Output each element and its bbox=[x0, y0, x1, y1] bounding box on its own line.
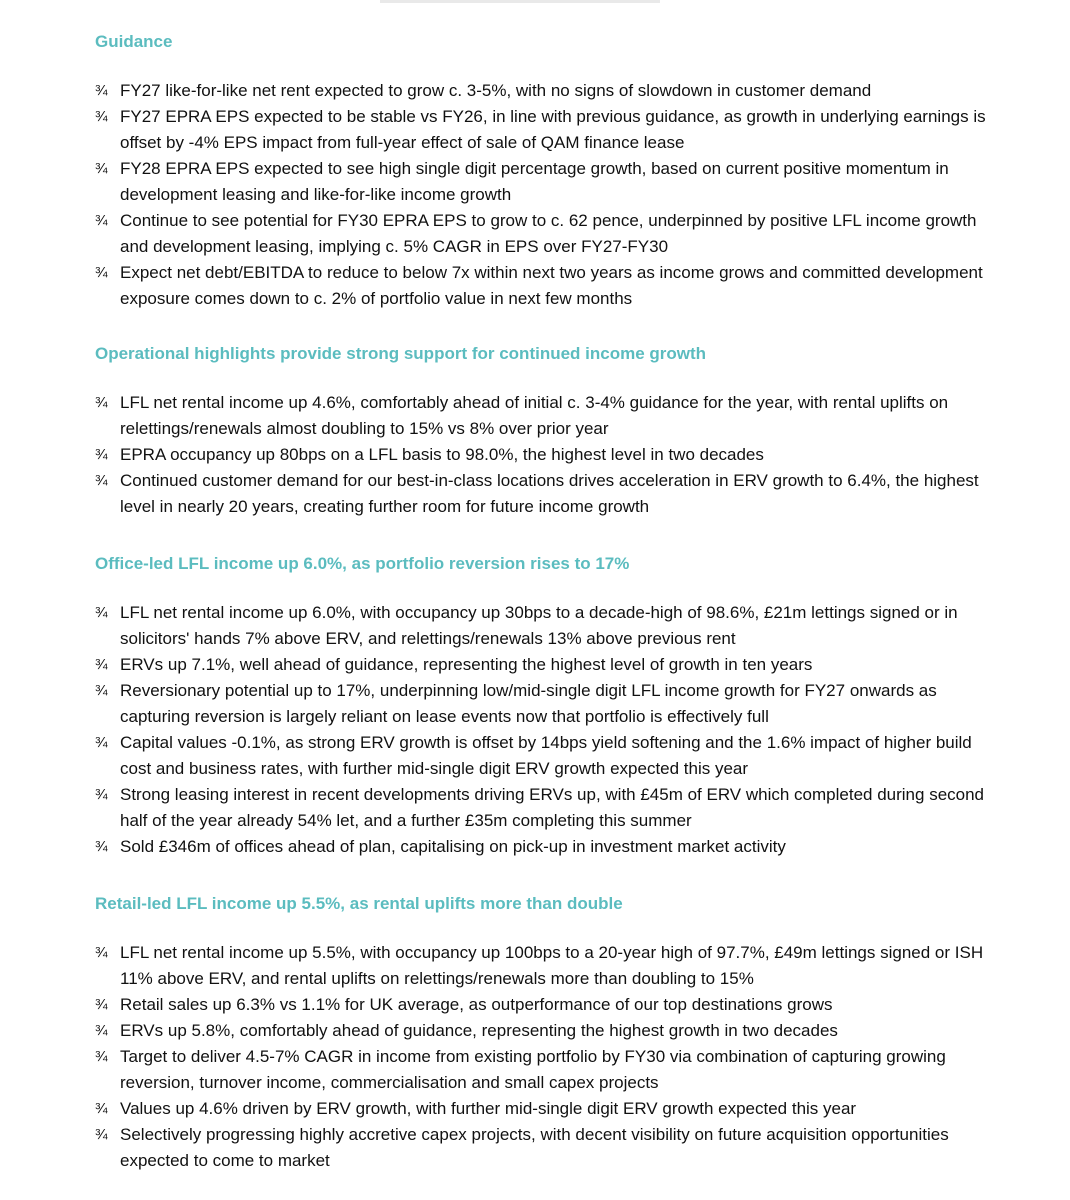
bullet-item bbox=[95, 940, 995, 992]
bullet-symbol: ¾ bbox=[95, 1126, 108, 1143]
bullet-text: Strong leasing interest in recent developments driving ERVs up, with £45m of ERV which completed during second half of the year already 54% let, and a further £35m completing this summer bbox=[120, 785, 985, 830]
bullet-text: Reversionary potential up to 17%, underpinning low/mid-single digit LFL income growth for FY27 onwards as capturing reversion is largely reliant on lease events now that portfolio is effectively full bbox=[120, 681, 937, 726]
bullet-item bbox=[95, 600, 995, 652]
bullet-text: ERVs up 5.8%, comfortably ahead of guidance, representing the highest growth in two decades bbox=[120, 1021, 838, 1040]
bullet-text: FY27 like-for-like net rent expected to grow c. 3-5%, with no signs of slowdown in customer demand bbox=[120, 81, 872, 100]
section-operational-highlights bbox=[95, 342, 995, 520]
bullet-symbol: ¾ bbox=[95, 82, 108, 99]
bullet-text: Expect net debt/EBITDA to reduce to below 7x within next two years as income grows and committed development exposure comes down to c. 2% of portfolio value in next few months bbox=[120, 263, 983, 308]
bullet-symbol: ¾ bbox=[95, 656, 108, 673]
bullet-symbol: ¾ bbox=[95, 108, 108, 125]
bullet-symbol: ¾ bbox=[95, 1048, 108, 1065]
bullet-text: Target to deliver 4.5-7% CAGR in income from existing portfolio by FY30 via combination of capturing growing reversion, turnover income, commercialisation and small capex projects bbox=[120, 1047, 946, 1092]
section-heading: Retail-led LFL income up 5.5%, as rental uplifts more than double bbox=[95, 894, 623, 913]
bullet-item bbox=[95, 834, 995, 860]
bullet-item bbox=[95, 156, 995, 208]
bullet-list bbox=[95, 600, 995, 860]
bullet-text: Selectively progressing highly accretive capex projects, with decent visibility on future acquisition opportunities expected to come to market bbox=[120, 1125, 949, 1170]
bullet-text: Values up 4.6% driven by ERV growth, with further mid-single digit ERV growth expected this year bbox=[120, 1099, 857, 1118]
bullet-item bbox=[95, 390, 995, 442]
bullet-symbol: ¾ bbox=[95, 734, 108, 751]
bullet-symbol: ¾ bbox=[95, 160, 108, 177]
bullet-item bbox=[95, 1122, 995, 1174]
bullet-list bbox=[95, 78, 995, 312]
bullet-text: LFL net rental income up 4.6%, comfortably ahead of initial c. 3-4% guidance for the year, with rental uplifts on relettings/renewals almost doubling to 15% vs 8% over prior year bbox=[120, 393, 949, 438]
bullet-symbol: ¾ bbox=[95, 472, 108, 489]
bullet-text: Capital values -0.1%, as strong ERV growth is offset by 14bps yield softening and the 1.6% impact of higher build cost and business rates, with further mid-single digit ERV growth expected this year bbox=[120, 733, 972, 778]
bullet-symbol: ¾ bbox=[95, 996, 108, 1013]
section-heading: Operational highlights provide strong support for continued income growth bbox=[95, 344, 707, 363]
bullet-item bbox=[95, 730, 995, 782]
bullet-item bbox=[95, 208, 995, 260]
section-heading: Office-led LFL income up 6.0%, as portfolio reversion rises to 17% bbox=[95, 554, 630, 573]
bullet-text: EPRA occupancy up 80bps on a LFL basis to 98.0%, the highest level in two decades bbox=[120, 445, 764, 464]
bullet-item bbox=[95, 442, 995, 468]
bullet-item bbox=[95, 1096, 995, 1122]
bullet-item bbox=[95, 992, 995, 1018]
bullet-list bbox=[95, 390, 995, 520]
bullet-text: Continued customer demand for our best-in-class locations drives acceleration in ERV growth to 6.4%, the highest level in nearly 20 years, creating further room for future income growth bbox=[120, 471, 979, 516]
bullet-item bbox=[95, 260, 995, 312]
bullet-symbol: ¾ bbox=[95, 394, 108, 411]
bullet-item bbox=[95, 678, 995, 730]
top-divider bbox=[380, 0, 660, 3]
bullet-item bbox=[95, 1018, 995, 1044]
bullet-text: LFL net rental income up 6.0%, with occupancy up 30bps to a decade-high of 98.6%, £21m lettings signed or in solicitors' hands 7% above ERV, and relettings/renewals 13% above previous rent bbox=[120, 603, 958, 648]
bullet-text: FY28 EPRA EPS expected to see high single digit percentage growth, based on current positive momentum in development leasing and like-for-like income growth bbox=[120, 159, 949, 204]
section-office bbox=[95, 552, 995, 860]
bullet-list bbox=[95, 940, 995, 1174]
section-heading: Guidance bbox=[95, 32, 173, 51]
bullet-item bbox=[95, 782, 995, 834]
bullet-symbol: ¾ bbox=[95, 212, 108, 229]
bullet-text: FY27 EPRA EPS expected to be stable vs FY26, in line with previous guidance, as growth in underlying earnings is offset by -4% EPS impact from full-year effect of sale of QAM finance lease bbox=[120, 107, 986, 152]
bullet-item bbox=[95, 1044, 995, 1096]
bullet-symbol: ¾ bbox=[95, 446, 108, 463]
bullet-text: Continue to see potential for FY30 EPRA EPS to grow to c. 62 pence, underpinned by positive LFL income growth and development leasing, implying c. 5% CAGR in EPS over FY27-FY30 bbox=[120, 211, 977, 256]
bullet-text: Retail sales up 6.3% vs 1.1% for UK average, as outperformance of our top destinations grows bbox=[120, 995, 833, 1014]
bullet-symbol: ¾ bbox=[95, 944, 108, 961]
bullet-item bbox=[95, 468, 995, 520]
section-retail bbox=[95, 892, 995, 1174]
bullet-item bbox=[95, 78, 995, 104]
bullet-symbol: ¾ bbox=[95, 604, 108, 621]
bullet-item bbox=[95, 652, 995, 678]
bullet-item bbox=[95, 104, 995, 156]
bullet-symbol: ¾ bbox=[95, 786, 108, 803]
bullet-symbol: ¾ bbox=[95, 682, 108, 699]
bullet-text: LFL net rental income up 5.5%, with occupancy up 100bps to a 20-year high of 97.7%, £49m lettings signed or ISH 11% above ERV, and rental uplifts on relettings/renewals more than doubling to 15% bbox=[120, 943, 984, 988]
section-guidance bbox=[95, 30, 995, 312]
bullet-text: ERVs up 7.1%, well ahead of guidance, representing the highest level of growth in ten years bbox=[120, 655, 813, 674]
bullet-symbol: ¾ bbox=[95, 1022, 108, 1039]
bullet-symbol: ¾ bbox=[95, 1100, 108, 1117]
bullet-symbol: ¾ bbox=[95, 838, 108, 855]
bullet-symbol: ¾ bbox=[95, 264, 108, 281]
bullet-text: Sold £346m of offices ahead of plan, capitalising on pick-up in investment market activity bbox=[120, 837, 786, 856]
